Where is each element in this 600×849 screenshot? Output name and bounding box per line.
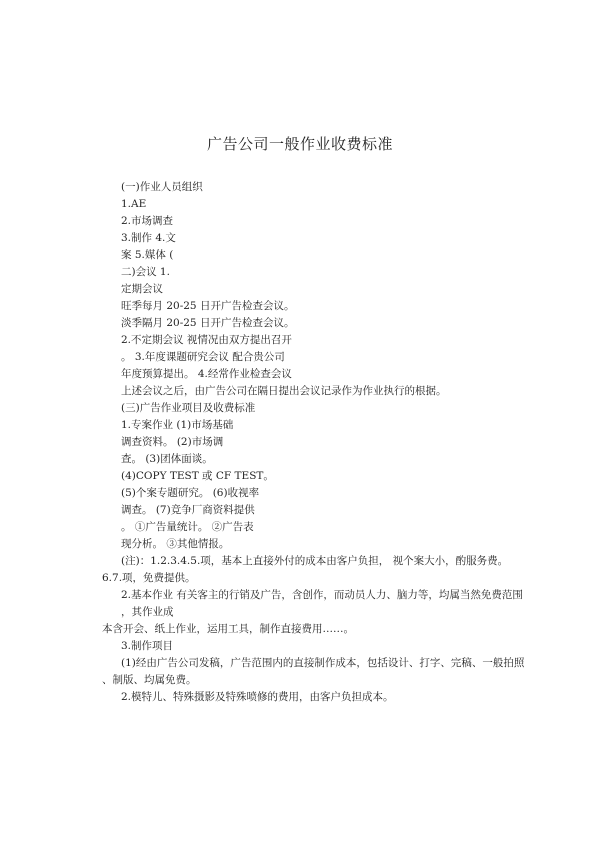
text-line: 调查资料。 (2)市场调 [121, 436, 224, 448]
text-line: 旺季每月 20-25 日开广告检查会议。 [121, 300, 295, 312]
text-line: (一)作业人员组织 [121, 181, 203, 193]
document-title: 广告公司一般作业收费标准 [206, 135, 393, 153]
text-line: 2.模特儿、特殊摄影及特殊喷修的费用，由客户负担成本。 [121, 691, 394, 703]
text-line: 现分析。 ③其他情报。 [121, 538, 230, 550]
text-line: 。 ①广告量统计。 ②广告表 [121, 521, 254, 533]
text-line: 年度预算提出。 4.经常作业检查会议 [121, 368, 292, 380]
text-line: 定期会议 [121, 283, 163, 295]
text-line: 淡季隔月 20-25 日开广告检查会议。 [121, 317, 295, 329]
text-line: 。 3.年度课题研究会议 配合贵公司 [121, 351, 285, 363]
text-line: 6.7.项，免费提供。 [102, 572, 196, 584]
text-line: ，其作业成 [121, 606, 174, 618]
text-line: (1)经由广告公司发稿，广告范围内的直接制作成本，包括设计、打字、完稿、一般拍照 [121, 657, 525, 669]
text-line: 本含开会、纸上作业，运用工具，制作直接费用……。 [102, 623, 354, 635]
text-line: 3.制作项目 [121, 640, 174, 652]
text-line: 案 5.媒体 ( [121, 249, 174, 261]
text-line: 2.不定期会议 视情况由双方提出召开 [121, 334, 292, 346]
text-line: 调查。 (7)竞争厂商资料提供 [121, 504, 255, 516]
text-line: (注)：1.2.3.4.5.项，基本上直接外付的成本由客户负担， 视个案大小，酌服务费。 [121, 555, 509, 567]
text-line: 、制版、均属免费。 [102, 674, 197, 686]
text-line: 2.市场调查 [121, 215, 174, 227]
text-line: (4)COPY TEST 或 CF TEST。 [121, 470, 274, 482]
text-line: 上述会议之后，由广告公司在隔日提出会议记录作为作业执行的根据。 [121, 385, 447, 397]
text-line: 3.制作 4.文 [121, 232, 176, 244]
text-line: (5)个案专题研究。 (6)收视率 [121, 487, 260, 499]
text-line: 1.AE [121, 198, 147, 210]
text-line: 1.专案作业 (1)市场基础 [121, 419, 234, 431]
text-line: 2.基本作业 有关客主的行销及广告，含创作，而动员人力、脑力等，均属当然免费范围 [121, 589, 523, 601]
text-line: 二)会议 1. [121, 266, 170, 278]
text-line: 查。 (3)团体面谈。 [121, 453, 213, 465]
text-line: (三)广告作业项目及收费标准 [121, 402, 256, 414]
